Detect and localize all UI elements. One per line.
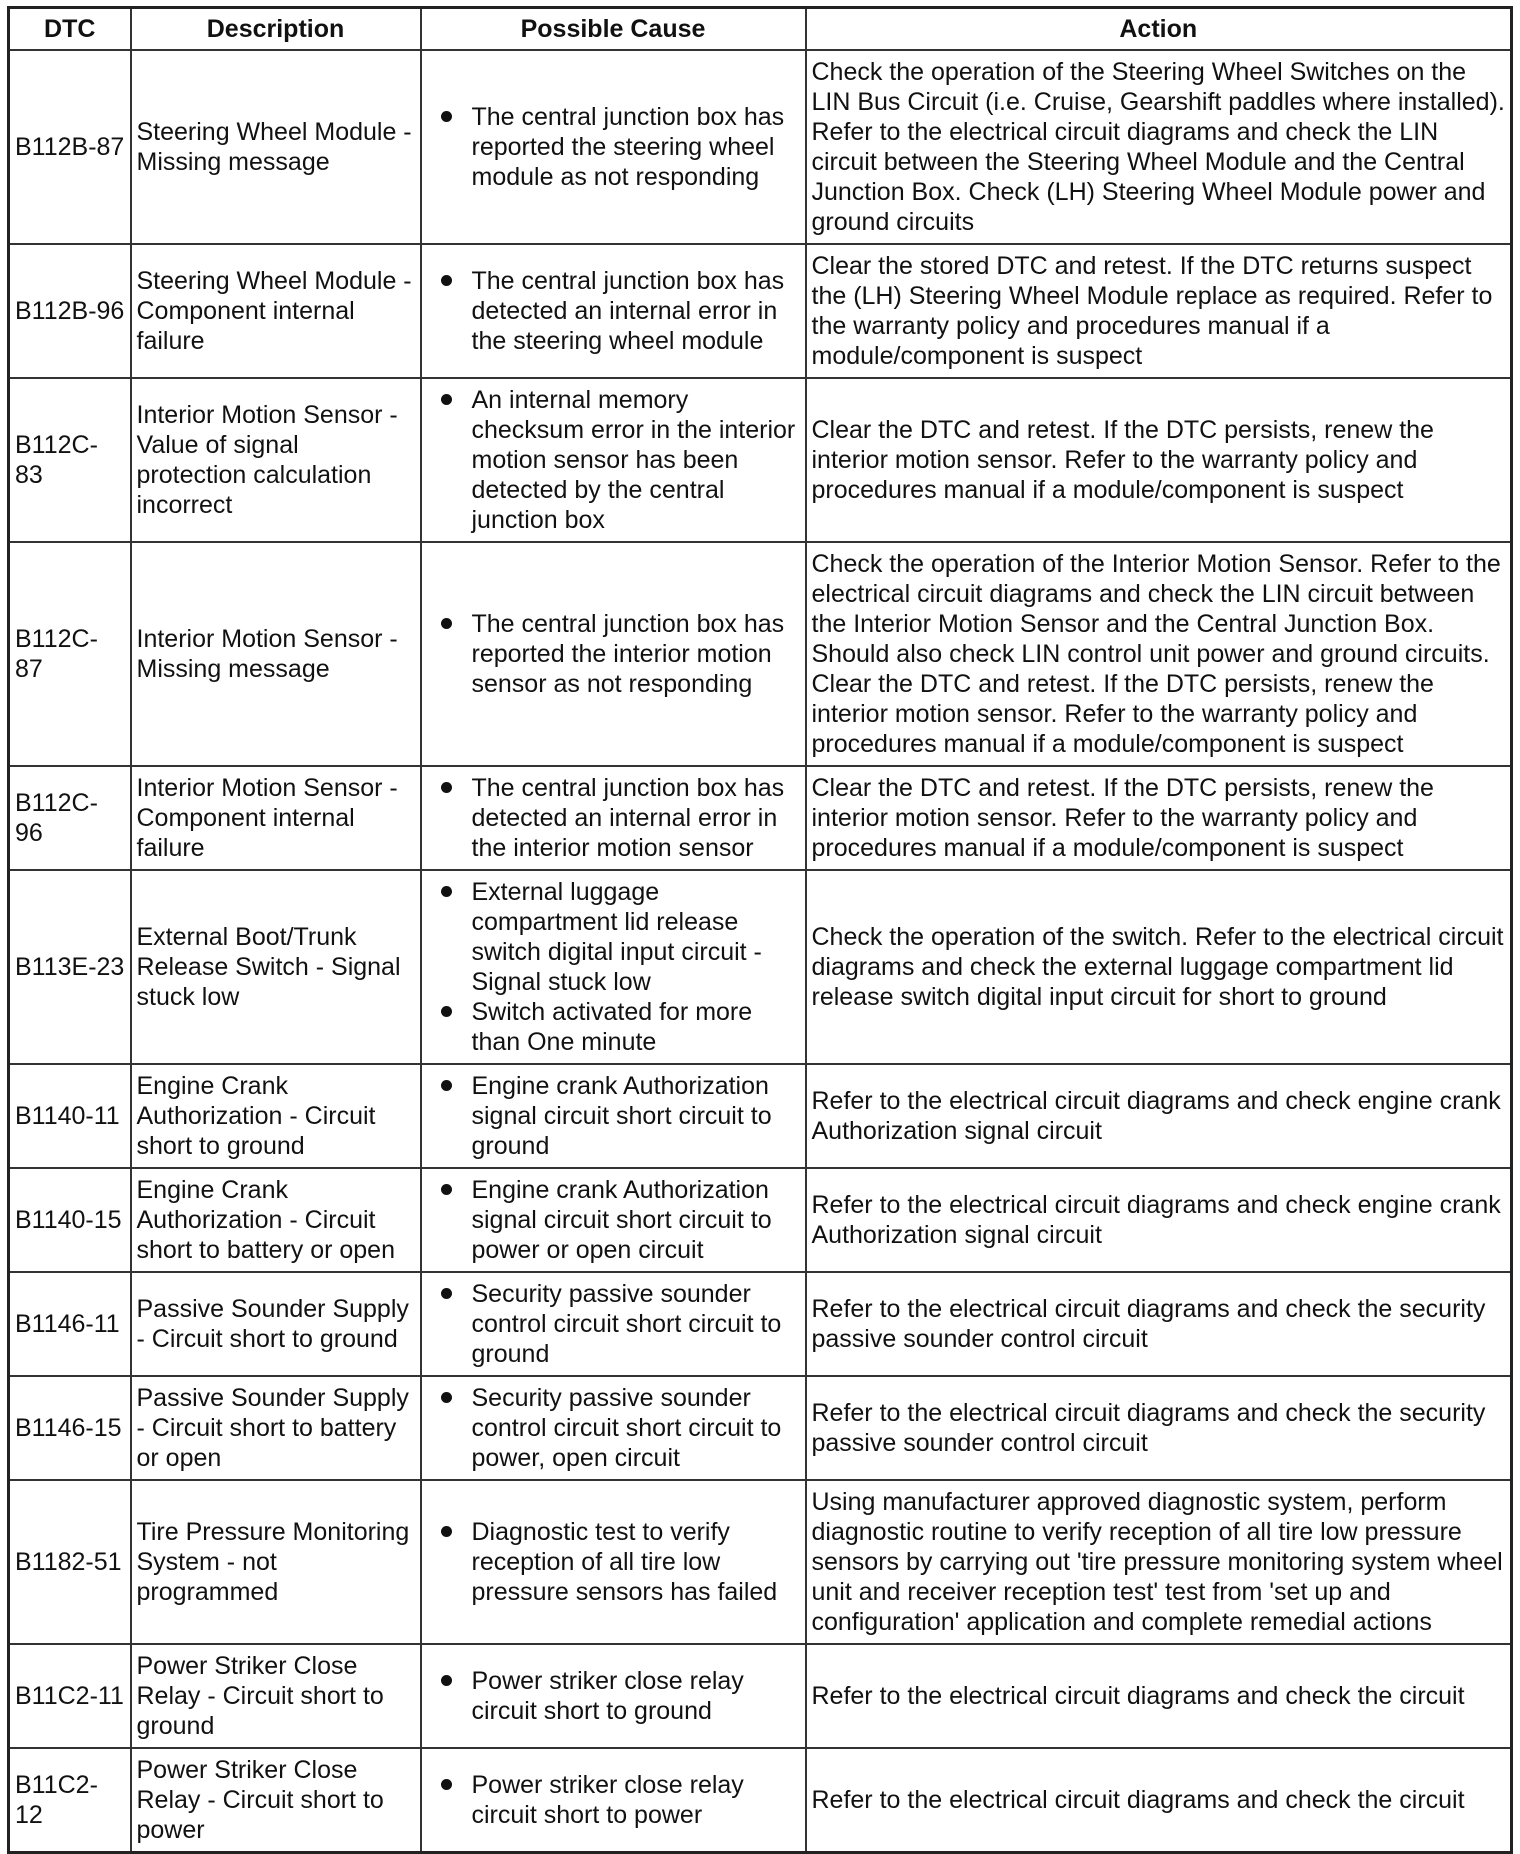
possible-cause-list xyxy=(427,1770,800,1830)
possible-cause-cell xyxy=(421,378,806,542)
action-text: Refer to the electrical circuit diagrams and check the circuit xyxy=(806,1748,1512,1852)
possible-cause-item: The central junction box has detected an internal error in the interior motion sensor xyxy=(472,773,800,863)
action-text: Check the operation of the Steering Wheel Switches on the LIN Bus Circuit (i.e. Cruise, Gearshift paddles where installed). Refer to the electrical circuit diagrams and check the LIN circuit between the Steering Wheel Module and the Central Junction Box. Check (LH) Steering Wheel Module power and ground circuits xyxy=(806,50,1512,244)
dtc-code: B112C-83 xyxy=(9,378,131,542)
dtc-description: Interior Motion Sensor - Value of signal protection calculation incorrect xyxy=(131,378,421,542)
header-action: Action xyxy=(806,8,1512,51)
possible-cause-cell xyxy=(421,1480,806,1644)
table-row xyxy=(9,870,1512,1064)
possible-cause-cell xyxy=(421,1168,806,1272)
possible-cause-cell xyxy=(421,766,806,870)
table-row xyxy=(9,1064,1512,1168)
dtc-code: B11C2-12 xyxy=(9,1748,131,1852)
dtc-table xyxy=(7,6,1513,1854)
possible-cause-list xyxy=(427,385,800,535)
possible-cause-cell xyxy=(421,1748,806,1852)
dtc-description: External Boot/Trunk Release Switch - Signal stuck low xyxy=(131,870,421,1064)
table-row xyxy=(9,766,1512,870)
dtc-code: B112C-96 xyxy=(9,766,131,870)
possible-cause-item: Switch activated for more than One minute xyxy=(472,997,800,1057)
action-text: Refer to the electrical circuit diagrams and check the circuit xyxy=(806,1644,1512,1748)
possible-cause-cell xyxy=(421,1064,806,1168)
possible-cause-item: The central junction box has reported the steering wheel module as not responding xyxy=(472,102,800,192)
possible-cause-item: Power striker close relay circuit short to ground xyxy=(472,1666,800,1726)
dtc-code: B1146-11 xyxy=(9,1272,131,1376)
dtc-description: Passive Sounder Supply - Circuit short to battery or open xyxy=(131,1376,421,1480)
possible-cause-list xyxy=(427,1383,800,1473)
possible-cause-item: Security passive sounder control circuit short circuit to power, open circuit xyxy=(472,1383,800,1473)
possible-cause-list xyxy=(427,1175,800,1265)
possible-cause-item: Security passive sounder control circuit short circuit to ground xyxy=(472,1279,800,1369)
possible-cause-list xyxy=(427,102,800,192)
possible-cause-list xyxy=(427,266,800,356)
possible-cause-list xyxy=(427,609,800,699)
table-row xyxy=(9,50,1512,244)
action-text: Refer to the electrical circuit diagrams and check the security passive sounder control circuit xyxy=(806,1376,1512,1480)
table-row xyxy=(9,1748,1512,1852)
possible-cause-item: An internal memory checksum error in the interior motion sensor has been detected by the central junction box xyxy=(472,385,800,535)
table-row xyxy=(9,244,1512,378)
possible-cause-cell xyxy=(421,1272,806,1376)
possible-cause-cell xyxy=(421,50,806,244)
action-text: Check the operation of the Interior Motion Sensor. Refer to the electrical circuit diagrams and check the LIN circuit between the Interior Motion Sensor and the Central Junction Box. Should also check LIN control unit power and ground circuits. Clear the DTC and retest. If the DTC persists, renew the interior motion sensor. Refer to the warranty policy and procedures manual if a module/component is suspect xyxy=(806,542,1512,766)
table-row xyxy=(9,1644,1512,1748)
dtc-code: B1140-15 xyxy=(9,1168,131,1272)
table-row xyxy=(9,542,1512,766)
possible-cause-cell xyxy=(421,244,806,378)
action-text: Check the operation of the switch. Refer to the electrical circuit diagrams and check the external luggage compartment lid release switch digital input circuit for short to ground xyxy=(806,870,1512,1064)
dtc-description: Interior Motion Sensor - Missing message xyxy=(131,542,421,766)
table-row xyxy=(9,378,1512,542)
dtc-description: Interior Motion Sensor - Component internal failure xyxy=(131,766,421,870)
dtc-code: B1146-15 xyxy=(9,1376,131,1480)
possible-cause-item: The central junction box has reported the interior motion sensor as not responding xyxy=(472,609,800,699)
dtc-description: Engine Crank Authorization - Circuit short to ground xyxy=(131,1064,421,1168)
action-text: Using manufacturer approved diagnostic system, perform diagnostic routine to verify reception of all tire low pressure sensors by carrying out 'tire pressure monitoring system wheel unit and receiver reception test' test from 'set up and configuration' application and complete remedial actions xyxy=(806,1480,1512,1644)
table-row xyxy=(9,1168,1512,1272)
possible-cause-item: The central junction box has detected an internal error in the steering wheel module xyxy=(472,266,800,356)
action-text: Clear the DTC and retest. If the DTC persists, renew the interior motion sensor. Refer to the warranty policy and procedures manual if a module/component is suspect xyxy=(806,766,1512,870)
action-text: Clear the stored DTC and retest. If the DTC returns suspect the (LH) Steering Wheel Module replace as required. Refer to the warranty policy and procedures manual if a module/component is suspect xyxy=(806,244,1512,378)
dtc-description: Power Striker Close Relay - Circuit short to power xyxy=(131,1748,421,1852)
action-text: Clear the DTC and retest. If the DTC persists, renew the interior motion sensor. Refer to the warranty policy and procedures manual if a module/component is suspect xyxy=(806,378,1512,542)
possible-cause-list xyxy=(427,1279,800,1369)
possible-cause-list xyxy=(427,773,800,863)
possible-cause-item: Diagnostic test to verify reception of all tire low pressure sensors has failed xyxy=(472,1517,800,1607)
possible-cause-cell xyxy=(421,542,806,766)
action-text: Refer to the electrical circuit diagrams and check the security passive sounder control circuit xyxy=(806,1272,1512,1376)
possible-cause-list xyxy=(427,1517,800,1607)
dtc-description: Power Striker Close Relay - Circuit short to ground xyxy=(131,1644,421,1748)
action-text: Refer to the electrical circuit diagrams and check engine crank Authorization signal circuit xyxy=(806,1064,1512,1168)
possible-cause-item: Engine crank Authorization signal circuit short circuit to power or open circuit xyxy=(472,1175,800,1265)
dtc-description: Steering Wheel Module - Missing message xyxy=(131,50,421,244)
possible-cause-item: Power striker close relay circuit short to power xyxy=(472,1770,800,1830)
dtc-code: B1182-51 xyxy=(9,1480,131,1644)
table-row xyxy=(9,1480,1512,1644)
possible-cause-cell xyxy=(421,870,806,1064)
possible-cause-cell xyxy=(421,1376,806,1480)
table-body xyxy=(9,50,1512,1852)
dtc-description: Steering Wheel Module - Component internal failure xyxy=(131,244,421,378)
table-row xyxy=(9,1376,1512,1480)
table-row xyxy=(9,1272,1512,1376)
dtc-code: B11C2-11 xyxy=(9,1644,131,1748)
possible-cause-item: Engine crank Authorization signal circuit short circuit to ground xyxy=(472,1071,800,1161)
possible-cause-cell xyxy=(421,1644,806,1748)
dtc-code: B1140-11 xyxy=(9,1064,131,1168)
header-description: Description xyxy=(131,8,421,51)
dtc-description: Engine Crank Authorization - Circuit short to battery or open xyxy=(131,1168,421,1272)
possible-cause-list xyxy=(427,1666,800,1726)
header-dtc: DTC xyxy=(9,8,131,51)
dtc-code: B112B-87 xyxy=(9,50,131,244)
dtc-description: Tire Pressure Monitoring System - not programmed xyxy=(131,1480,421,1644)
dtc-description: Passive Sounder Supply - Circuit short to ground xyxy=(131,1272,421,1376)
possible-cause-list xyxy=(427,1071,800,1161)
dtc-code: B112B-96 xyxy=(9,244,131,378)
dtc-code: B113E-23 xyxy=(9,870,131,1064)
action-text: Refer to the electrical circuit diagrams and check engine crank Authorization signal circuit xyxy=(806,1168,1512,1272)
header-row xyxy=(9,8,1512,51)
dtc-code: B112C-87 xyxy=(9,542,131,766)
header-possible-cause: Possible Cause xyxy=(421,8,806,51)
possible-cause-list xyxy=(427,877,800,1057)
possible-cause-item: External luggage compartment lid release switch digital input circuit - Signal stuck low xyxy=(472,877,800,997)
